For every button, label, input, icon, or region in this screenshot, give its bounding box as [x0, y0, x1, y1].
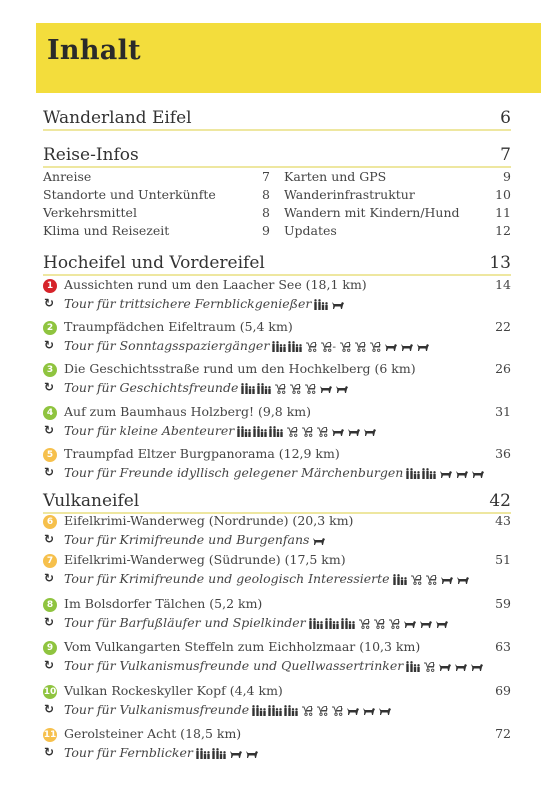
- tour-rating-icons: [193, 745, 258, 760]
- stroller-icon: [331, 705, 343, 716]
- tour-entry[interactable]: [43, 640, 511, 678]
- tour-page: 43: [495, 513, 511, 528]
- tour-title: Die Geschichtsstraße rund um den Hochkelberg (6 km): [64, 361, 416, 376]
- tour-number-badge: 1: [43, 279, 57, 293]
- tour-subtitle: Tour für Geschichtsfreunde: [64, 380, 239, 395]
- loop-icon: ↻: [44, 380, 55, 394]
- loop-icon: ↻: [44, 423, 55, 437]
- tour-page: 59: [495, 596, 511, 611]
- tour-title: Traumpfad Eltzer Burgpanorama (12,9 km): [64, 446, 340, 461]
- tour-title: Im Bolsdorfer Tälchen (5,2 km): [64, 596, 263, 611]
- loop-icon: ↻: [44, 702, 55, 716]
- loop-icon: ↻: [44, 296, 55, 310]
- reise-item-label[interactable]: Wandern mit Kindern/Hund: [284, 205, 460, 220]
- tour-entry[interactable]: [43, 684, 511, 722]
- tour-entry[interactable]: [43, 597, 511, 635]
- dog-icon: [362, 706, 375, 715]
- tour-subtitle-line: [64, 571, 469, 586]
- dog-icon: [245, 749, 258, 758]
- stroller-icon: [305, 341, 317, 352]
- tour-number-badge: 10: [43, 687, 57, 697]
- family-icon: [241, 383, 271, 394]
- reise-item-page: 10: [495, 187, 511, 202]
- tour-subtitle: Tour für kleine Abenteurer: [64, 423, 235, 438]
- stroller-icon: [289, 383, 301, 394]
- dog-icon: [439, 469, 452, 478]
- tour-entry[interactable]: [43, 514, 511, 552]
- tour-entry[interactable]: [43, 447, 511, 485]
- page-title: Inhalt: [47, 35, 141, 66]
- reise-item-page: 11: [495, 205, 511, 220]
- tour-subtitle-line: [64, 658, 483, 673]
- tour-subtitle-line: [64, 702, 391, 717]
- stroller-icon: [304, 383, 316, 394]
- dog-icon: [363, 427, 376, 436]
- tour-number-badge: 9: [43, 641, 57, 655]
- tour-entry[interactable]: [43, 553, 511, 591]
- tour-number-badge: 3: [43, 363, 57, 377]
- dog-icon: [331, 300, 344, 309]
- tour-subtitle: Tour für Sonntagsspaziergänger: [64, 338, 270, 353]
- stroller-icon: [373, 618, 385, 629]
- reise-item-label[interactable]: Wanderinfrastruktur: [284, 187, 415, 202]
- section-title: Hocheifel und Vordereifel: [43, 253, 265, 273]
- stroller-icon: [358, 618, 370, 629]
- stroller-icon: [410, 574, 422, 585]
- dog-icon: [456, 575, 469, 584]
- reise-item-page: 7: [262, 169, 270, 184]
- stroller-icon: [369, 341, 381, 352]
- tour-title: Eifelkrimi-Wanderweg (Nordrunde) (20,3 km): [64, 513, 354, 528]
- tour-title: Gerolsteiner Acht (18,5 km): [64, 726, 242, 741]
- tour-subtitle-line: [64, 423, 376, 438]
- section-hocheifel[interactable]: [43, 250, 511, 276]
- loop-icon: ↻: [44, 571, 55, 585]
- reise-item-page: 12: [495, 223, 511, 238]
- tour-rating-icons: [403, 465, 484, 480]
- tour-entry[interactable]: [43, 405, 511, 443]
- range-dash: -: [332, 342, 336, 353]
- dog-icon: [440, 575, 453, 584]
- section-title: Vulkaneifel: [43, 491, 140, 511]
- tour-page: 69: [495, 683, 511, 698]
- dog-icon: [229, 749, 242, 758]
- dog-icon: [335, 384, 348, 393]
- reise-item-page: 9: [262, 223, 270, 238]
- section-page: 42: [489, 491, 511, 511]
- stroller-icon: [301, 426, 313, 437]
- family-icon: [252, 705, 298, 716]
- section-reise-infos[interactable]: [43, 142, 511, 168]
- stroller-icon: [301, 705, 313, 716]
- dog-icon: [471, 469, 484, 478]
- tour-entry[interactable]: [43, 278, 511, 316]
- tour-page: 31: [495, 404, 511, 419]
- tour-subtitle: Tour für Barfußläufer und Spielkinder: [64, 615, 306, 630]
- family-icon: [309, 618, 355, 629]
- tour-subtitle-line: [64, 745, 258, 760]
- stroller-icon: [286, 426, 298, 437]
- dog-icon: [438, 662, 451, 671]
- tour-page: 51: [495, 552, 511, 567]
- dog-icon: [331, 427, 344, 436]
- reise-item-label[interactable]: Karten und GPS: [284, 169, 387, 184]
- tour-rating-icons: [309, 532, 325, 547]
- family-icon: [406, 468, 436, 479]
- tour-title: Aussichten rund um den Laacher See (18,1 km): [64, 277, 367, 292]
- stroller-icon: [339, 341, 351, 352]
- reise-item-label[interactable]: Updates: [284, 223, 337, 238]
- family-icon: [314, 299, 328, 310]
- dog-icon: [378, 706, 391, 715]
- tour-subtitle: Tour für Vulkanismusfreunde und Quellwassertrinker: [64, 658, 404, 673]
- tour-title: Eifelkrimi-Wanderweg (Südrunde) (17,5 km): [64, 552, 346, 567]
- dog-icon: [312, 536, 325, 545]
- tour-rating-icons: [306, 615, 448, 630]
- tour-subtitle-line: [64, 465, 484, 480]
- family-icon: [393, 574, 407, 585]
- tour-subtitle-line: [64, 296, 344, 311]
- loop-icon: ↻: [44, 532, 55, 546]
- tour-rating-icons: [238, 380, 348, 395]
- dog-icon: [346, 706, 359, 715]
- section-page: 7: [500, 145, 511, 165]
- tour-number-badge: 5: [43, 448, 57, 462]
- reise-item-page: 9: [503, 169, 511, 184]
- tour-entry[interactable]: [43, 320, 511, 358]
- dog-icon: [454, 662, 467, 671]
- dog-icon: [455, 469, 468, 478]
- tour-rating-icons: [390, 571, 469, 586]
- reise-item-label[interactable]: Klima und Reisezeit: [43, 223, 170, 238]
- loop-icon: ↻: [44, 465, 55, 479]
- tour-subtitle: Tour für trittsichere Fernblickgenießer: [64, 296, 312, 311]
- tour-number-badge: 4: [43, 406, 57, 420]
- stroller-icon: [274, 383, 286, 394]
- tour-subtitle: Tour für Krimifreunde und geologisch Interessierte: [64, 571, 390, 586]
- reise-item-label[interactable]: Standorte und Unterkünfte: [43, 187, 216, 202]
- dog-icon: [416, 342, 429, 351]
- section-title: Wanderland Eifel: [43, 108, 192, 128]
- tour-rating-icons: [234, 423, 376, 438]
- tour-title: Traumpfädchen Eifeltraum (5,4 km): [64, 319, 293, 334]
- tour-page: 63: [495, 639, 511, 654]
- section-wanderland-eifel[interactable]: [43, 105, 511, 131]
- tour-page: 22: [495, 319, 511, 334]
- tour-number-badge: 7: [43, 554, 57, 568]
- stroller-icon: [316, 705, 328, 716]
- stroller-icon: [316, 426, 328, 437]
- dog-icon: [347, 427, 360, 436]
- loop-icon: ↻: [44, 658, 55, 672]
- tour-page: 26: [495, 361, 511, 376]
- tour-subtitle-line: [64, 380, 348, 395]
- reise-item-page: 8: [262, 187, 270, 202]
- dog-icon: [419, 619, 432, 628]
- section-vulkaneifel[interactable]: [43, 488, 511, 514]
- stroller-icon: [388, 618, 400, 629]
- stroller-icon: [423, 661, 435, 672]
- stroller-icon: [320, 341, 332, 352]
- reise-item-label[interactable]: Anreise: [43, 169, 92, 184]
- family-icon: [237, 426, 283, 437]
- section-title: Reise-Infos: [43, 145, 139, 165]
- loop-icon: ↻: [44, 338, 55, 352]
- tour-number-badge: 11: [43, 730, 57, 740]
- tour-title: Vulkan Rockeskyller Kopf (4,4 km): [64, 683, 283, 698]
- tour-subtitle-line: [64, 338, 429, 353]
- tour-page: 36: [495, 446, 511, 461]
- dog-icon: [470, 662, 483, 671]
- stroller-icon: [354, 341, 366, 352]
- section-page: 13: [489, 253, 511, 273]
- dog-icon: [384, 342, 397, 351]
- tour-number-badge: 2: [43, 321, 57, 335]
- family-icon: [406, 661, 420, 672]
- tour-rating-icons: [249, 702, 391, 717]
- tour-rating-icons: [403, 658, 483, 673]
- tour-subtitle: Tour für Krimifreunde und Burgenfans: [64, 532, 310, 547]
- reise-item-page: 8: [262, 205, 270, 220]
- section-page: 6: [500, 108, 511, 128]
- dog-icon: [403, 619, 416, 628]
- dog-icon: [435, 619, 448, 628]
- tour-title: Vom Vulkangarten Steffeln zum Eichholzmaar (10,3 km): [64, 639, 421, 654]
- tour-subtitle: Tour für Vulkanismusfreunde: [64, 702, 250, 717]
- tour-rating-icons: [311, 296, 344, 311]
- tour-number-badge: 8: [43, 598, 57, 612]
- tour-number-badge: 6: [43, 515, 57, 529]
- dog-icon: [400, 342, 413, 351]
- loop-icon: ↻: [44, 745, 55, 759]
- family-icon: [272, 341, 302, 352]
- tour-subtitle: Tour für Fernblicker: [64, 745, 193, 760]
- tour-page: 14: [495, 277, 511, 292]
- tour-rating-icons: [269, 338, 429, 353]
- tour-entry[interactable]: [43, 727, 511, 765]
- tour-subtitle: Tour für Freunde idyllisch gelegener Märchenburgen: [64, 465, 404, 480]
- tour-title: Auf zum Baumhaus Holzberg! (9,8 km): [64, 404, 312, 419]
- loop-icon: ↻: [44, 615, 55, 629]
- tour-page: 72: [495, 726, 511, 741]
- tour-subtitle-line: [64, 615, 448, 630]
- reise-item-label[interactable]: Verkehrsmittel: [43, 205, 137, 220]
- tour-subtitle-line: [64, 532, 325, 547]
- family-icon: [196, 748, 226, 759]
- stroller-icon: [425, 574, 437, 585]
- tour-entry[interactable]: [43, 362, 511, 400]
- dog-icon: [319, 384, 332, 393]
- header-banner: [36, 23, 541, 93]
